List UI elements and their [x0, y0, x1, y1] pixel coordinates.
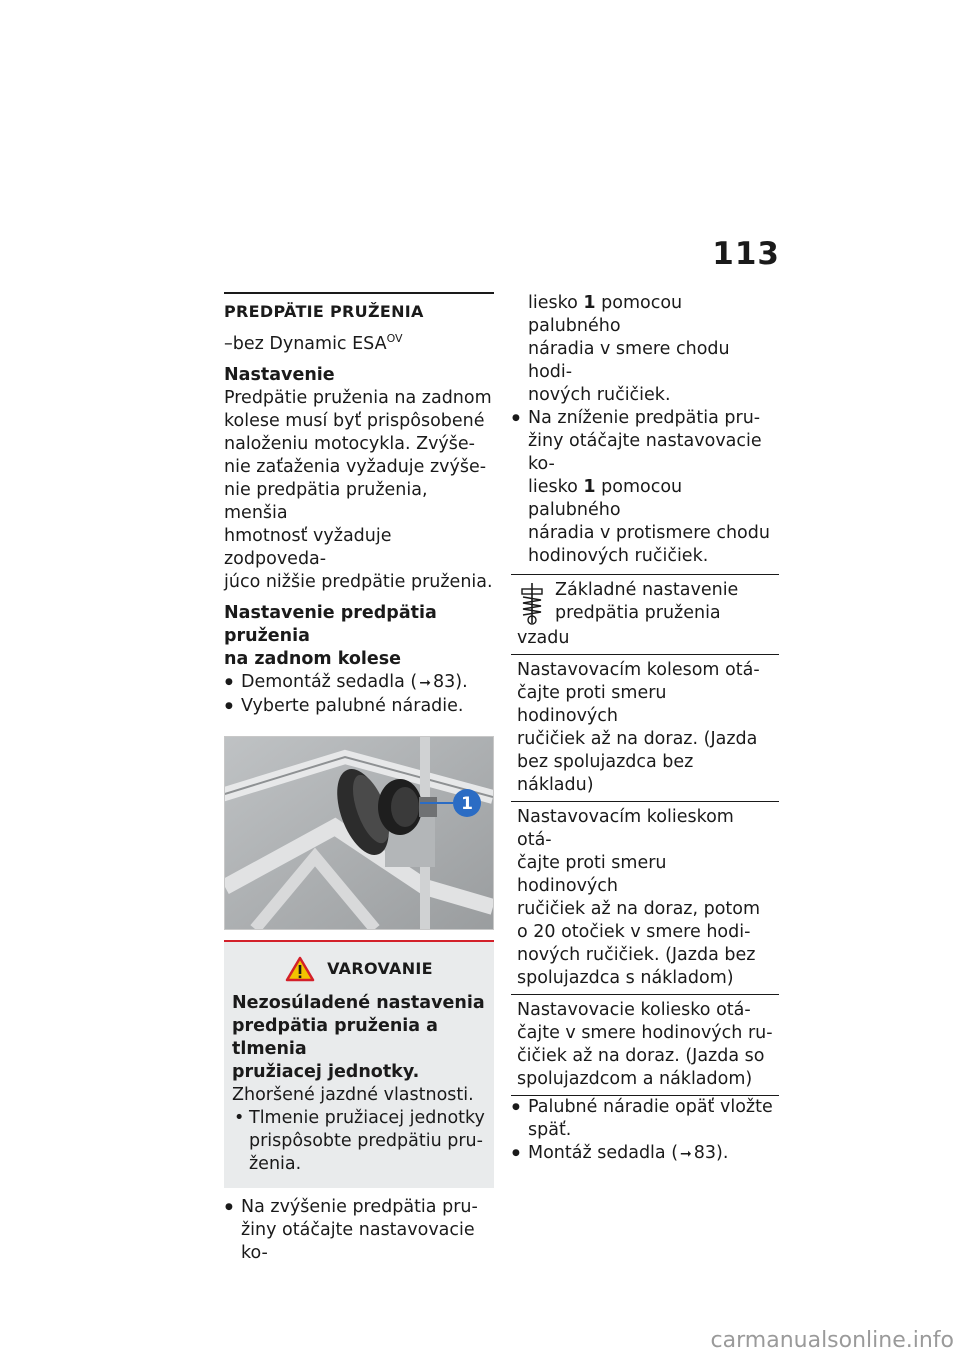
page-reference-arrow-icon: ➞ — [419, 674, 431, 691]
left-column — [224, 292, 494, 1265]
settings-table — [511, 574, 779, 1096]
step-text: pomocou palubného — [528, 477, 683, 520]
intro-heading: Nastavenie — [224, 364, 335, 385]
step-line — [528, 292, 779, 338]
procedure-heading — [224, 602, 494, 671]
variant-text: –bez Dynamic ESA — [224, 333, 387, 354]
step-take-toolkit: ● Vyberte palubné náradie. — [224, 695, 494, 718]
step-text: Demontáž sedadla ( — [241, 671, 418, 692]
warning-hazard-line: pružiacej jednotky. — [232, 1061, 420, 1082]
warning-action-line: prispôsobte predpätiu pru- — [249, 1130, 483, 1151]
intro-line: naloženiu motocykla. Zvýše- — [224, 433, 475, 454]
table-cell-line: Nastavovacím kolesom otá- — [517, 660, 760, 680]
callout-reference: 1 — [583, 293, 596, 313]
step-line: žiny otáčajte nastavovacie ko- — [528, 431, 762, 474]
step-line: náradia v protismere chodu — [528, 523, 770, 543]
procedure-heading-line: na zadnom kolese — [224, 648, 402, 669]
right-column — [511, 292, 779, 1166]
table-cell-line: čajte v smere hodinových ru- — [517, 1023, 773, 1043]
table-header-line: Základné nastavenie — [555, 580, 739, 600]
intro-line: Predpätie pruženia na zadnom — [224, 387, 492, 408]
page-reference-link[interactable]: 83). — [432, 671, 468, 692]
variant-superscript: OV — [386, 332, 403, 345]
table-cell-line: spolujazdcom a nákladom) — [517, 1069, 753, 1089]
step-text: liesko — [528, 293, 584, 313]
spring-adjuster-figure — [224, 736, 494, 930]
warning-header — [232, 956, 486, 982]
step-increase-preload — [224, 1196, 494, 1265]
table-cell-line: Nastavovacím kolieskom otá- — [517, 807, 734, 850]
warning-title: VAROVANIE — [327, 959, 433, 979]
callout-reference: 1 — [583, 477, 596, 497]
intro-line: júco nižšie predpätie pruženia. — [224, 571, 493, 592]
intro-paragraph — [224, 387, 494, 594]
page-reference-arrow-icon: ➞ — [680, 1146, 692, 1162]
step-line: ● Na zvýšenie predpätia pru- — [241, 1196, 478, 1217]
table-cell-line: čičiek až na doraz. (Jazda so — [517, 1046, 765, 1066]
table-row — [511, 655, 779, 802]
table-cell-line: ručičiek až na doraz, potom — [517, 899, 761, 919]
intro-line: hmotnosť vyžaduje zodpoveda- — [224, 525, 392, 569]
warning-hazard-line: Nezosúladené nastavenia — [232, 992, 485, 1013]
step-line: hodinových ručičiek. — [528, 546, 709, 566]
warning-triangle-icon — [285, 956, 315, 982]
step-install-seat — [511, 1142, 779, 1166]
table-header-row — [517, 579, 773, 627]
table-cell-line: ručičiek až na doraz. (Jazda — [517, 729, 758, 749]
table-row — [511, 802, 779, 995]
step-decrease-preload — [511, 407, 779, 568]
step-line: nových ručičiek. — [528, 385, 671, 405]
procedure-heading-line: Nastavenie predpätia pruženia — [224, 602, 437, 646]
step-line: žiny otáčajte nastavovacie ko- — [241, 1219, 475, 1263]
warning-action-line: ženia. — [249, 1153, 302, 1174]
step-line: ● Na zníženie predpätia pru- — [528, 408, 761, 428]
warning-consequence: Zhoršené jazdné vlastnosti. — [232, 1084, 474, 1105]
intro-line: nie predpätia pruženia, menšia — [224, 479, 428, 523]
table-header-line: predpätia pruženia — [555, 603, 721, 623]
intro-line: nie zaťaženia vyžaduje zvýše- — [224, 456, 487, 477]
step-text: liesko — [528, 477, 584, 497]
warning-hazard-line: predpätia pruženia a tlmenia — [232, 1015, 438, 1059]
step-line: náradia v smere chodu hodi- — [528, 339, 730, 382]
section-rule — [224, 292, 494, 294]
table-cell-line: bez spolujazdca bez nákladu) — [517, 752, 694, 795]
table-cell-line: čajte proti smeru hodinových — [517, 683, 667, 726]
footer-watermark: carmanualsonline.info — [710, 1328, 954, 1353]
spring-preload-icon — [517, 579, 547, 627]
step-text: Montáž sedadla ( — [528, 1143, 679, 1163]
step-line: ● Palubné náradie opäť vložte — [528, 1097, 773, 1117]
page-reference-link[interactable]: 83). — [693, 1143, 729, 1163]
table-header-line: vzadu — [517, 628, 570, 648]
step-increase-preload-continued — [511, 292, 779, 407]
step-line — [528, 476, 779, 522]
warning-action-line: • Tlmenie pružiacej jednotky — [249, 1107, 485, 1128]
step-remove-seat — [224, 671, 494, 695]
table-header — [511, 575, 779, 655]
step-text: pomocou palubného — [528, 293, 683, 336]
table-cell-line: čajte proti smeru hodinových — [517, 853, 667, 896]
section-title: PREDPÄTIE PRUŽENIA — [224, 302, 424, 321]
table-header-text — [555, 579, 738, 627]
warning-action — [232, 1107, 486, 1176]
step-store-toolkit — [511, 1096, 779, 1142]
warning-hazard — [232, 992, 486, 1084]
table-cell-line: nových ručičiek. (Jazda bez — [517, 945, 756, 965]
table-row — [511, 995, 779, 1096]
table-cell-line: Nastavovacie koliesko otá- — [517, 1000, 751, 1020]
spring-adjuster-illustration — [225, 737, 493, 929]
table-cell-line: spolujazdca s nákladom) — [517, 968, 734, 988]
intro-line: kolese musí byť prispôsobené — [224, 410, 485, 431]
table-cell-line: o 20 otočiek v smere hodi- — [517, 922, 751, 942]
warning-box — [224, 940, 494, 1188]
variant-line — [224, 327, 494, 356]
callout-number: 1 — [461, 793, 473, 814]
step-line: späť. — [528, 1120, 572, 1140]
page-number: 113 — [712, 236, 780, 272]
